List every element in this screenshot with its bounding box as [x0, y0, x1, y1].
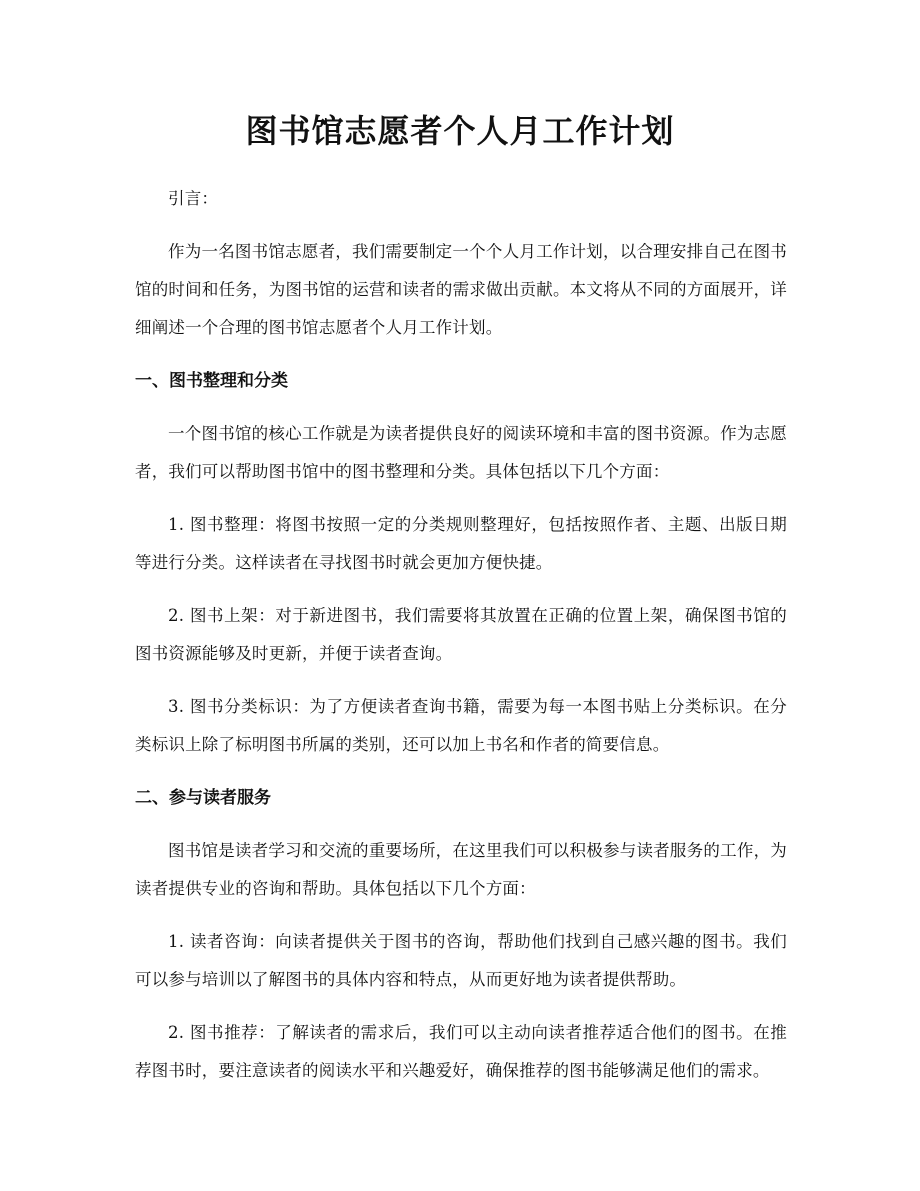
list-item: 2. 图书推荐：了解读者的需求后，我们可以主动向读者推荐适合他们的图书。在推荐图书时，要注意读者的阅读水平和兴趣爱好，确保推荐的图书能够满足他们的需求。 [135, 1023, 787, 1080]
intro-paragraph: 作为一名图书馆志愿者，我们需要制定一个个人月工作计划，以合理安排自己在图书馆的时间和任务，为图书馆的运营和读者的需求做出贡献。本文将从不同的方面展开，详细阐述一个合理的图书馆志愿者个人月工作计划。 [135, 242, 787, 337]
section-heading: 二、参与读者服务 [135, 788, 271, 808]
section-paragraph: 一个图书馆的核心工作就是为读者提供良好的阅读环境和丰富的图书资源。作为志愿者，我们可以帮助图书馆中的图书整理和分类。具体包括以下几个方面： [135, 424, 787, 481]
section-paragraph: 图书馆是读者学习和交流的重要场所，在这里我们可以积极参与读者服务的工作，为读者提供专业的咨询和帮助。具体包括以下几个方面： [135, 841, 787, 898]
list-item: 2. 图书上架：对于新进图书，我们需要将其放置在正确的位置上架，确保图书馆的图书资源能够及时更新，并便于读者查询。 [135, 606, 787, 663]
list-item: 1. 读者咨询：向读者提供关于图书的咨询，帮助他们找到自己感兴趣的图书。我们可以参与培训以了解图书的具体内容和特点，从而更好地为读者提供帮助。 [135, 932, 787, 989]
section-heading: 一、图书整理和分类 [135, 371, 288, 391]
document-body [135, 180, 787, 1105]
page-title: 图书馆志愿者个人月工作计划 [245, 112, 675, 150]
list-item: 1. 图书整理：将图书按照一定的分类规则整理好，包括按照作者、主题、出版日期等进行分类。这样读者在寻找图书时就会更加方便快捷。 [135, 515, 787, 572]
intro-label: 引言： [168, 189, 219, 208]
list-item: 3. 图书分类标识：为了方便读者查询书籍，需要为每一本图书贴上分类标识。在分类标识上除了标明图书所属的类别，还可以加上书名和作者的简要信息。 [135, 697, 787, 754]
